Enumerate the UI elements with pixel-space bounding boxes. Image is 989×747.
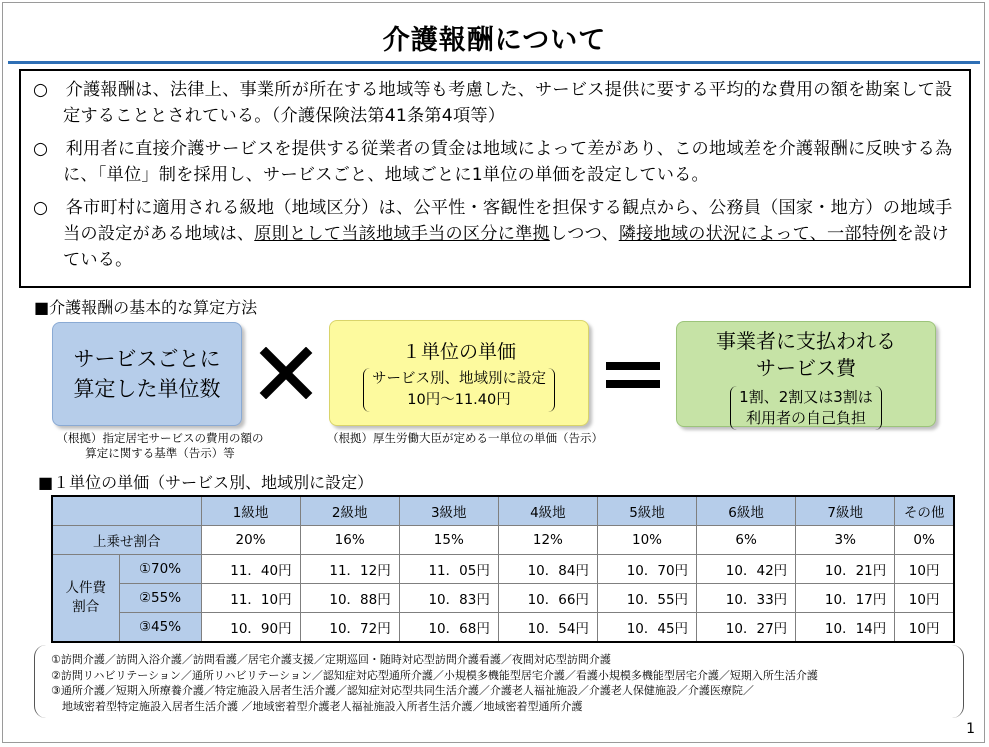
table-row bbox=[52, 555, 954, 584]
service-category-footnotes bbox=[34, 645, 964, 718]
surcharge-cell: 6% bbox=[697, 526, 796, 555]
page-title: 介護報酬について bbox=[382, 25, 607, 56]
rate-cell: 10．54円 bbox=[498, 613, 597, 643]
rate-cell: 10円 bbox=[895, 555, 954, 584]
surcharge-cell: 3% bbox=[796, 526, 895, 555]
rate-cell: 10．27円 bbox=[697, 613, 796, 643]
footnote-line: ③通所介護／短期入所療養介護／特定施設入居者生活介護／認知症対応型共同生活介護／介護老人福祉施設／介護老人保健施設／介護医療院／ bbox=[51, 684, 754, 697]
section-heading-calculation: ■介護報酬の基本的な算定方法 bbox=[34, 298, 258, 317]
unit-count-box bbox=[52, 322, 242, 426]
service-fee-title bbox=[677, 328, 935, 382]
rate-cell: 11．40円 bbox=[201, 555, 300, 584]
service-fee-detail-line-2: 利用者の自己負担 bbox=[745, 409, 866, 427]
unit-count-line-2: 算定した単位数 bbox=[73, 377, 221, 401]
grade-header: 2級地 bbox=[300, 496, 399, 526]
table-row bbox=[52, 584, 954, 613]
summary-text: ○ 各市町村に適用される級地（地域区分）は、公平性・客観性を担保する観点から、公務員（国家・地方）の地域手当の設定がある地域は、 bbox=[33, 198, 953, 244]
summary-text: ○ 利用者に直接介護サービスを提供する従業者の賃金は地域によって差があり、この地域差を介護報酬に反映する為に、「単位」制を採用し、サービスごと、地域ごとに1単位の単価を設定している。 bbox=[33, 139, 953, 185]
grade-header: 5級地 bbox=[597, 496, 696, 526]
footnote-line: 地域密着型特定施設入居者生活介護 ／地域密着型介護老人福祉施設入所者生活介護／地域密着型通所介護 bbox=[51, 699, 583, 713]
rate-cell: 10．45円 bbox=[597, 613, 696, 643]
service-fee-title-line-1: 事業者に支払われる bbox=[716, 329, 896, 353]
service-fee-detail-line-1: 1割、2割又は3割は bbox=[739, 388, 873, 406]
rate-cell: 11．05円 bbox=[399, 555, 498, 584]
grade-header: その他 bbox=[895, 496, 954, 526]
unit-price-box bbox=[329, 320, 589, 426]
labor-ratio-row-label: ②55% bbox=[119, 584, 201, 613]
rate-cell: 10．55円 bbox=[597, 584, 696, 613]
summary-underlined-text: 原則として当該地域手当の区分に準拠 bbox=[254, 224, 550, 244]
summary-text: しつつ、 bbox=[549, 224, 619, 244]
rate-cell: 10．70円 bbox=[597, 555, 696, 584]
table-row bbox=[52, 613, 954, 643]
grade-header: 6級地 bbox=[697, 496, 796, 526]
surcharge-cell: 16% bbox=[300, 526, 399, 555]
service-fee-detail bbox=[730, 386, 882, 430]
summary-paragraph-2 bbox=[33, 136, 959, 188]
unit-price-detail bbox=[363, 368, 555, 412]
summary-box bbox=[19, 69, 971, 288]
unit-count-line-1: サービスごとに bbox=[73, 347, 221, 371]
unit-count-basis-note bbox=[40, 431, 280, 461]
labor-ratio-label bbox=[52, 555, 119, 643]
labor-ratio-label-line-2: 割合 bbox=[72, 599, 100, 615]
summary-text: を設けている。 bbox=[63, 224, 949, 270]
rate-cell: 10．21円 bbox=[796, 555, 895, 584]
footnote-line: ②訪問リハビリテーション／通所リハビリテーション／認知症対応型通所介護／小規模多機能型居宅介護／看護小規模多機能型居宅介護／短期入所生活介護 bbox=[51, 668, 818, 682]
rate-cell: 10．42円 bbox=[697, 555, 796, 584]
rate-cell: 10．17円 bbox=[796, 584, 895, 613]
surcharge-cell: 20% bbox=[201, 526, 300, 555]
unit-price-basis-note: （根拠）厚生労働大臣が定める一単位の単価（告示） bbox=[327, 431, 603, 445]
surcharge-row bbox=[52, 526, 954, 555]
basis-note-line-1: （根拠）指定居宅サービスの費用の額の bbox=[56, 431, 264, 445]
summary-underlined-text: 隣接地域の状況によって、一部特例 bbox=[618, 224, 897, 244]
rate-cell: 10．84円 bbox=[498, 555, 597, 584]
summary-paragraph-1 bbox=[33, 77, 959, 129]
unit-price-range: 10円〜11.40円 bbox=[407, 392, 511, 408]
multiply-icon bbox=[256, 347, 316, 399]
unit-price-detail-line-1: サービス別、地域別に設定 bbox=[372, 371, 546, 387]
table-corner-cell bbox=[52, 496, 201, 526]
basis-note-line-2: 算定に関する基準（告示）等 bbox=[85, 446, 235, 460]
grade-header: 3級地 bbox=[399, 496, 498, 526]
service-fee-title-line-2: サービス費 bbox=[756, 356, 856, 380]
surcharge-cell: 12% bbox=[498, 526, 597, 555]
rate-cell: 10．88円 bbox=[300, 584, 399, 613]
rate-cell: 10円 bbox=[895, 584, 954, 613]
rate-cell: 10．90円 bbox=[201, 613, 300, 643]
surcharge-label: 上乗せ割合 bbox=[52, 526, 201, 555]
rate-cell: 11．12円 bbox=[300, 555, 399, 584]
rate-cell: 10．14円 bbox=[796, 613, 895, 643]
page-number: 1 bbox=[966, 721, 975, 737]
equals-icon bbox=[603, 360, 663, 390]
labor-ratio-label-line-1: 人件費 bbox=[65, 580, 106, 596]
surcharge-cell: 10% bbox=[597, 526, 696, 555]
unit-price-table bbox=[51, 495, 955, 643]
table-header-row bbox=[52, 496, 954, 526]
summary-paragraph-3 bbox=[33, 195, 959, 273]
surcharge-cell: 0% bbox=[895, 526, 954, 555]
rate-cell: 10．33円 bbox=[697, 584, 796, 613]
grade-header: 1級地 bbox=[201, 496, 300, 526]
grade-header: 4級地 bbox=[498, 496, 597, 526]
title-underline bbox=[8, 61, 980, 64]
rate-cell: 11．10円 bbox=[201, 584, 300, 613]
rate-cell: 10．66円 bbox=[498, 584, 597, 613]
section-heading-unit-price: ■１単位の単価（サービス別、地域別に設定） bbox=[38, 473, 374, 492]
rate-cell: 10．68円 bbox=[399, 613, 498, 643]
rate-cell: 10円 bbox=[895, 613, 954, 643]
unit-price-title: １単位の単価 bbox=[401, 341, 516, 363]
labor-ratio-row-label: ①70% bbox=[119, 555, 201, 584]
labor-ratio-row-label: ③45% bbox=[119, 613, 201, 643]
surcharge-cell: 15% bbox=[399, 526, 498, 555]
summary-text: ○ 介護報酬は、法律上、事業所が所在する地域等も考慮した、サービス提供に要する平均的な費用の額を勘案して設定することとされている。（介護保険法第41条第4項等） bbox=[33, 80, 953, 126]
grade-header: 7級地 bbox=[796, 496, 895, 526]
footnote-line: ①訪問介護／訪問入浴介護／訪問看護／居宅介護支援／定期巡回・随時対応型訪問介護看護／夜間対応型訪問介護 bbox=[51, 653, 611, 666]
rate-cell: 10．83円 bbox=[399, 584, 498, 613]
rate-cell: 10．72円 bbox=[300, 613, 399, 643]
service-fee-box bbox=[676, 321, 936, 427]
